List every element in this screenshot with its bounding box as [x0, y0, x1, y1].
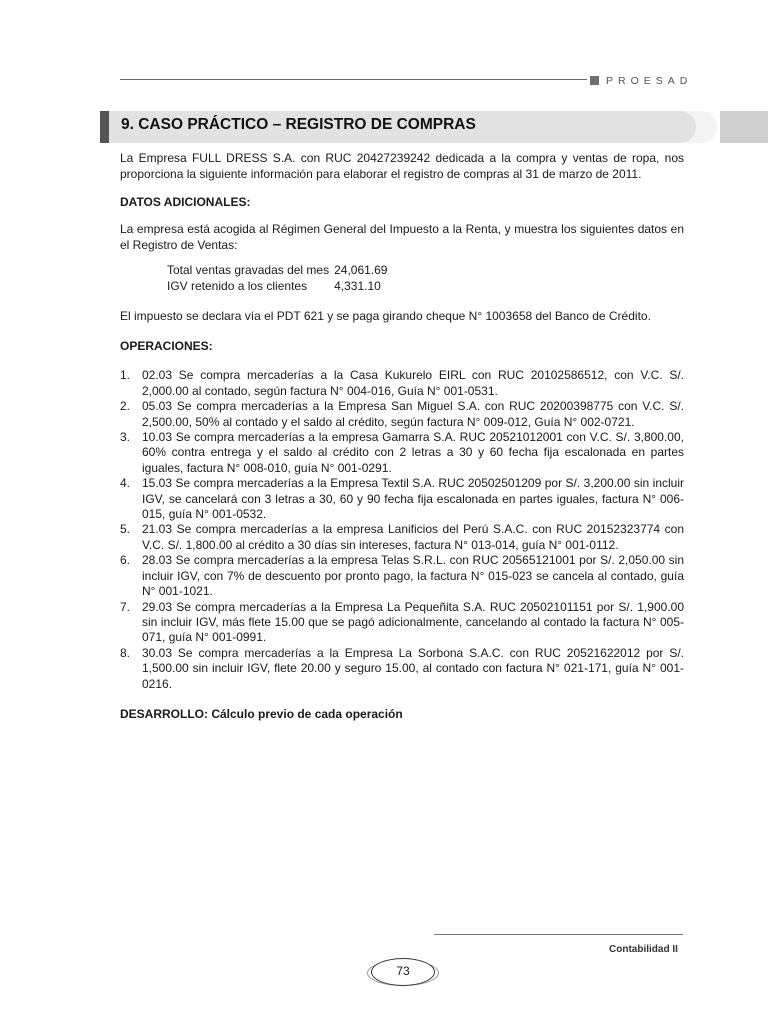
item-text: 30.03 Se compra mercaderías a la Empresa La Sorbona S.A.C. con RUC 20521622012 por S/. 1,500.00 sin incluir IGV, flete 20.00 y seguro 15.00, al contado con factura N° 021-171, guía N° 001-0216. — [142, 645, 684, 691]
footer-course-label: Contabilidad II — [609, 944, 678, 955]
list-item — [120, 476, 684, 522]
fact-value: 24,061.69 — [334, 263, 388, 278]
title-bar-accent — [100, 111, 109, 143]
spacer — [120, 692, 684, 706]
header-label: PROESAD — [606, 75, 693, 87]
item-number: 7. — [120, 599, 131, 614]
title-bar-end — [720, 111, 768, 143]
facts-table — [167, 262, 387, 294]
fact-value: 4,331.10 — [334, 279, 381, 294]
item-number: 1. — [120, 368, 131, 383]
section-title: 9. CASO PRÁCTICO – REGISTRO DE COMPRAS — [121, 116, 476, 133]
item-number: 8. — [120, 645, 131, 660]
item-number: 2. — [120, 399, 131, 414]
intro-paragraph: La Empresa FULL DRESS S.A. con RUC 20427239242 dedicada a la compra y ventas de ropa, nos proporciona la siguiente información para elaborar el registro de compras al 31 de marzo de 2011. — [120, 151, 684, 182]
item-text: 29.03 Se compra mercaderías a la Empresa La Pequeñita S.A. RUC 20502101151 por S/. 1,900.00 sin incluir IGV, más flete 15.00 que se pagó adicionalmente, cancelando al contado la factura N° 005-071, guía N° 001-0991. — [142, 599, 684, 645]
page-number-badge — [371, 958, 435, 986]
list-item — [120, 368, 684, 399]
list-item — [120, 646, 684, 692]
page-number: 73 — [396, 964, 410, 978]
item-text: 28.03 Se compra mercaderías a la empresa Telas S.R.L. con RUC 20565121001 por S/. 2,050.00 sin incluir IGV, con 7% de descuento por pronto pago, la factura N° 015-023 se cancela al contado, guía N° 001-1021. — [142, 553, 684, 599]
operaciones-heading: OPERACIONES: — [120, 339, 213, 354]
item-text: 02.03 Se compra mercaderías a la Casa Kukurelo EIRL con RUC 20102586512, con V.C. S/. 2,000.00 al contado, según factura N° 004-016, Guía N° 001-0531. — [142, 368, 684, 398]
item-number: 4. — [120, 476, 131, 491]
facts-row — [167, 278, 387, 294]
list-item — [120, 399, 684, 430]
item-number: 3. — [120, 430, 131, 445]
header-rule — [120, 79, 587, 80]
item-number: 5. — [120, 522, 131, 537]
item-text: 21.03 Se compra mercaderías a la empresa Lanificios del Perú S.A.C. con RUC 20152323774 con V.C. S/. 1,800.00 al crédito a 30 días sin intereses, factura N° 013-014, guía N° 001-0112. — [142, 522, 684, 552]
facts-row — [167, 262, 387, 278]
page-content — [120, 150, 684, 722]
list-item — [120, 553, 684, 599]
item-text: 05.03 Se compra mercaderías a la Empresa San Miguel S.A. con RUC 20200398775 con V.C. S/. 2,500.00, 50% al contado y el saldo al crédito, según factura N° 009-012, Guía N° 002-0721. — [142, 399, 684, 429]
operaciones-list — [120, 368, 684, 692]
fact-label: Total ventas gravadas del mes — [167, 263, 330, 278]
list-item — [120, 430, 684, 476]
spacer — [120, 294, 684, 308]
impuesto-paragraph: El impuesto se declara vía el PDT 621 y se paga girando cheque N° 1003658 del Banco de Crédito. — [120, 309, 651, 324]
section-title-bar — [100, 111, 696, 143]
spacer — [120, 354, 684, 368]
item-text: 15.03 Se compra mercaderías a la Empresa Textil S.A. RUC 20502501209 por S/. 3,200.00 sin incluir IGV, se cancelará con 3 letras a 30, 60 y 90 fecha fija escalonada en partes iguales, factura N° 006-015, guía N° 001-0532. — [142, 476, 684, 522]
datos-paragraph: La empresa está acogida al Régimen General del Impuesto a la Renta, y muestra los siguientes datos en el Registro de Ventas: — [120, 221, 684, 252]
header-square-mark — [590, 76, 599, 85]
spacer — [120, 324, 684, 338]
fact-label: IGV retenido a los clientes — [167, 279, 308, 294]
spacer — [120, 253, 684, 262]
datos-heading: DATOS ADICIONALES: — [120, 195, 251, 210]
list-item — [120, 600, 684, 646]
desarrollo-heading: DESARROLLO: Cálculo previo de cada operación — [120, 706, 403, 721]
item-number: 6. — [120, 553, 131, 568]
list-item — [120, 522, 684, 553]
item-text: 10.03 Se compra mercaderías a la empresa Gamarra S.A. RUC 20521012001 con V.C. S/. 3,800.00, 60% contra entrega y el saldo al crédito con 2 letras a 30 y 60 fecha fija escalonada en partes iguales, factura N° 008-010, guía N° 001-0291. — [142, 430, 684, 475]
footer-rule — [434, 934, 683, 935]
